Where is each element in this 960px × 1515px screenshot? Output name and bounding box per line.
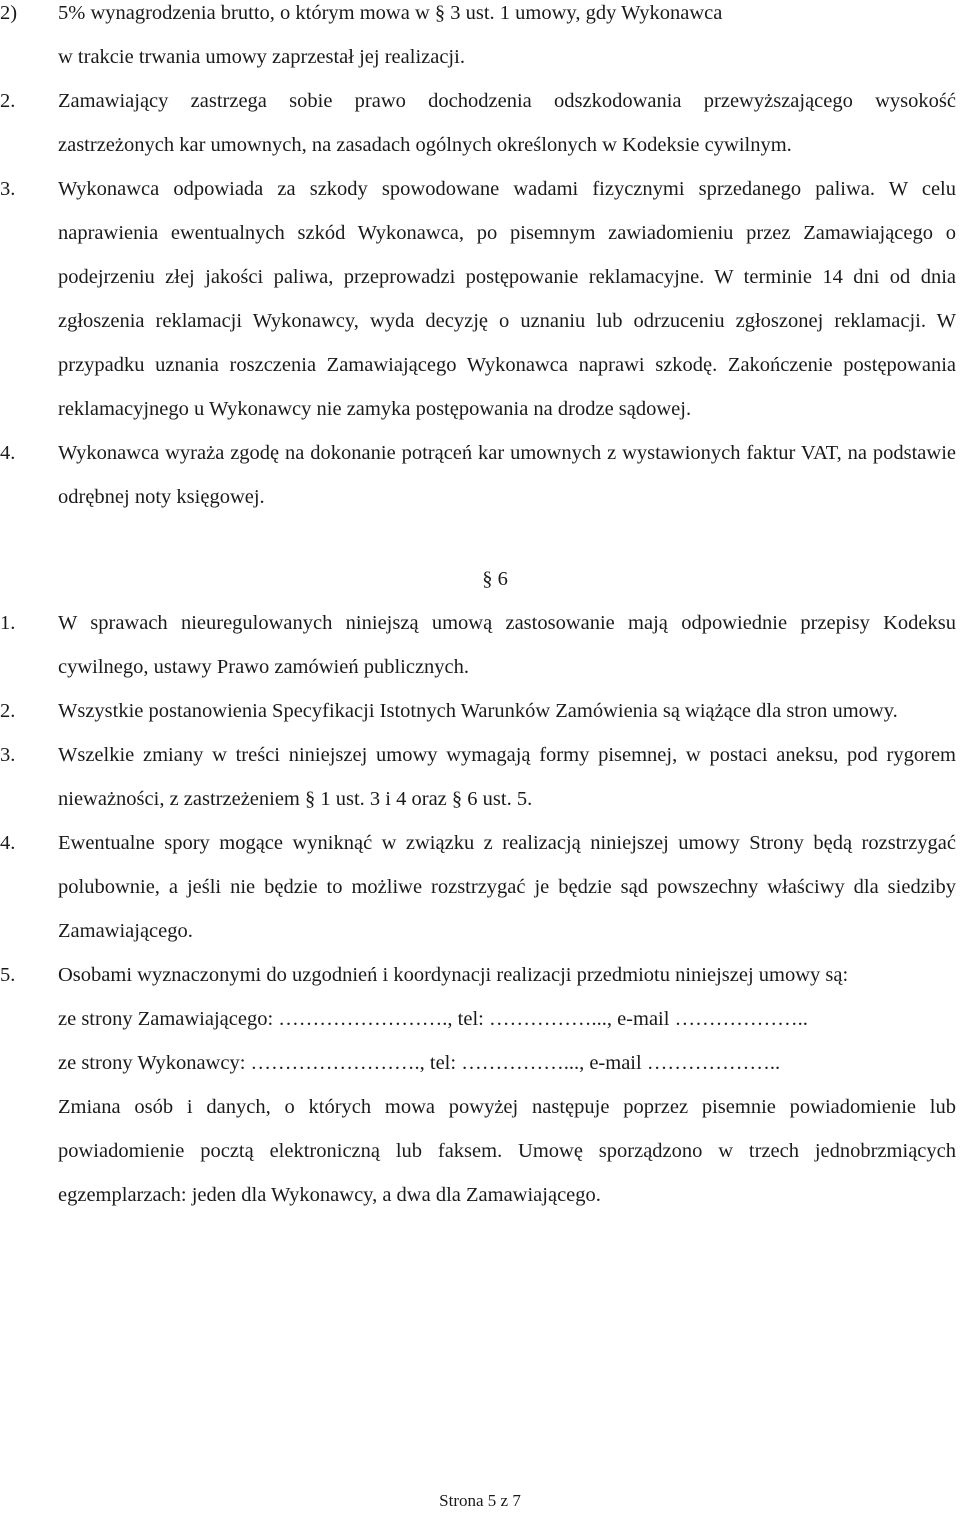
list-item bbox=[0, 0, 960, 79]
list-item bbox=[0, 953, 960, 997]
item-number: 2. bbox=[0, 90, 16, 112]
item-number: 3. bbox=[0, 178, 16, 200]
item-text: Wszelkie zmiany w treści niniejszej umowy wymagają formy pisemnej, w postaci aneksu, pod rygorem nieważności, z zastrzeżeniem § 1 ust. 3 i 4 oraz § 6 ust. 5. bbox=[58, 744, 956, 810]
item-line: 5% wynagrodzenia brutto, o którym mowa w § 3 ust. 1 umowy, gdy Wykonawca bbox=[58, 2, 723, 24]
item-number: 2) bbox=[0, 2, 18, 24]
item-text: Wykonawca odpowiada za szkody spowodowane wadami fizycznymi sprzedanego paliwa. W celu naprawienia ewentualnych szkód Wykonawca, po pisemnym zawiadomieniu przez Zamawiającego o podejrzeniu złej jakości paliwa, przeprowadzi postępowanie reklamacyjne. W terminie 14 dni od dnia zgłoszenia reklamacji Wykonawcy, wyda decyzję o uznaniu lub odrzuceniu zgłoszonej reklamacji. W przypadku uznania roszczenia Zamawiającego Wykonawca naprawi szkodę. Zakończenie postępowania reklamacyjnego u Wykonawcy nie zamyka postępowania na drodze sądowej. bbox=[58, 178, 956, 420]
item-text: Ewentualne spory mogące wyniknąć w związku z realizacją niniejszej umowy Strony będą rozstrzygać polubownie, a jeśli nie będzie to możliwe rozstrzygać je będzie sąd powszechny właściwy dla siedziby Zamawiającego. bbox=[58, 832, 956, 942]
list-item bbox=[0, 821, 960, 953]
item-text: Osobami wyznaczonymi do uzgodnień i koordynacji realizacji przedmiotu niniejszej umowy są: bbox=[58, 964, 849, 986]
item-number: 2. bbox=[0, 700, 16, 722]
item-number: 4. bbox=[0, 832, 16, 854]
list-item bbox=[0, 79, 960, 167]
item-number: 4. bbox=[0, 442, 16, 464]
item-number: 1. bbox=[0, 612, 16, 634]
contact-line-ordering-party: ze strony Zamawiającego: ……………………., tel: ……………..., e-mail ……………….. bbox=[58, 1008, 808, 1030]
closing-paragraph: Zmiana osób i danych, o których mowa powyżej następuje poprzez pisemnie powiadomienie lub powiadomienie pocztą elektroniczną lub faksem. Umowę sporządzono w trzech jednobrzmiących egzemplarzach: jeden dla Wykonawcy, a dwa dla Zamawiającego. bbox=[58, 1096, 956, 1206]
section-heading: § 6 bbox=[482, 568, 508, 590]
contact-line-contractor: ze strony Wykonawcy: ……………………., tel: ……………..., e-mail ……………….. bbox=[58, 1052, 781, 1074]
item-text: Zamawiający zastrzega sobie prawo dochodzenia odszkodowania przewyższającego wysokość zastrzeżonych kar umownych, na zasadach ogólnych określonych w Kodeksie cywilnym. bbox=[58, 90, 956, 156]
list-item bbox=[0, 431, 960, 519]
list-item bbox=[0, 601, 960, 689]
item-line: w trakcie trwania umowy zaprzestał jej realizacji. bbox=[58, 46, 465, 68]
page-footer: Strona 5 z 7 bbox=[439, 1491, 521, 1510]
item-number: 5. bbox=[0, 964, 16, 986]
list-item bbox=[0, 689, 960, 733]
item-number: 3. bbox=[0, 744, 16, 766]
list-item bbox=[0, 733, 960, 821]
item-text: Wszystkie postanowienia Specyfikacji Istotnych Warunków Zamówienia są wiążące dla stron umowy. bbox=[58, 700, 898, 722]
item-text: W sprawach nieuregulowanych niniejszą umową zastosowanie mają odpowiednie przepisy Kodeksu cywilnego, ustawy Prawo zamówień publicznych. bbox=[58, 612, 956, 678]
item-text: Wykonawca wyraża zgodę na dokonanie potrąceń kar umownych z wystawionych faktur VAT, na podstawie odrębnej noty księgowej. bbox=[58, 442, 956, 508]
list-item bbox=[0, 167, 960, 431]
